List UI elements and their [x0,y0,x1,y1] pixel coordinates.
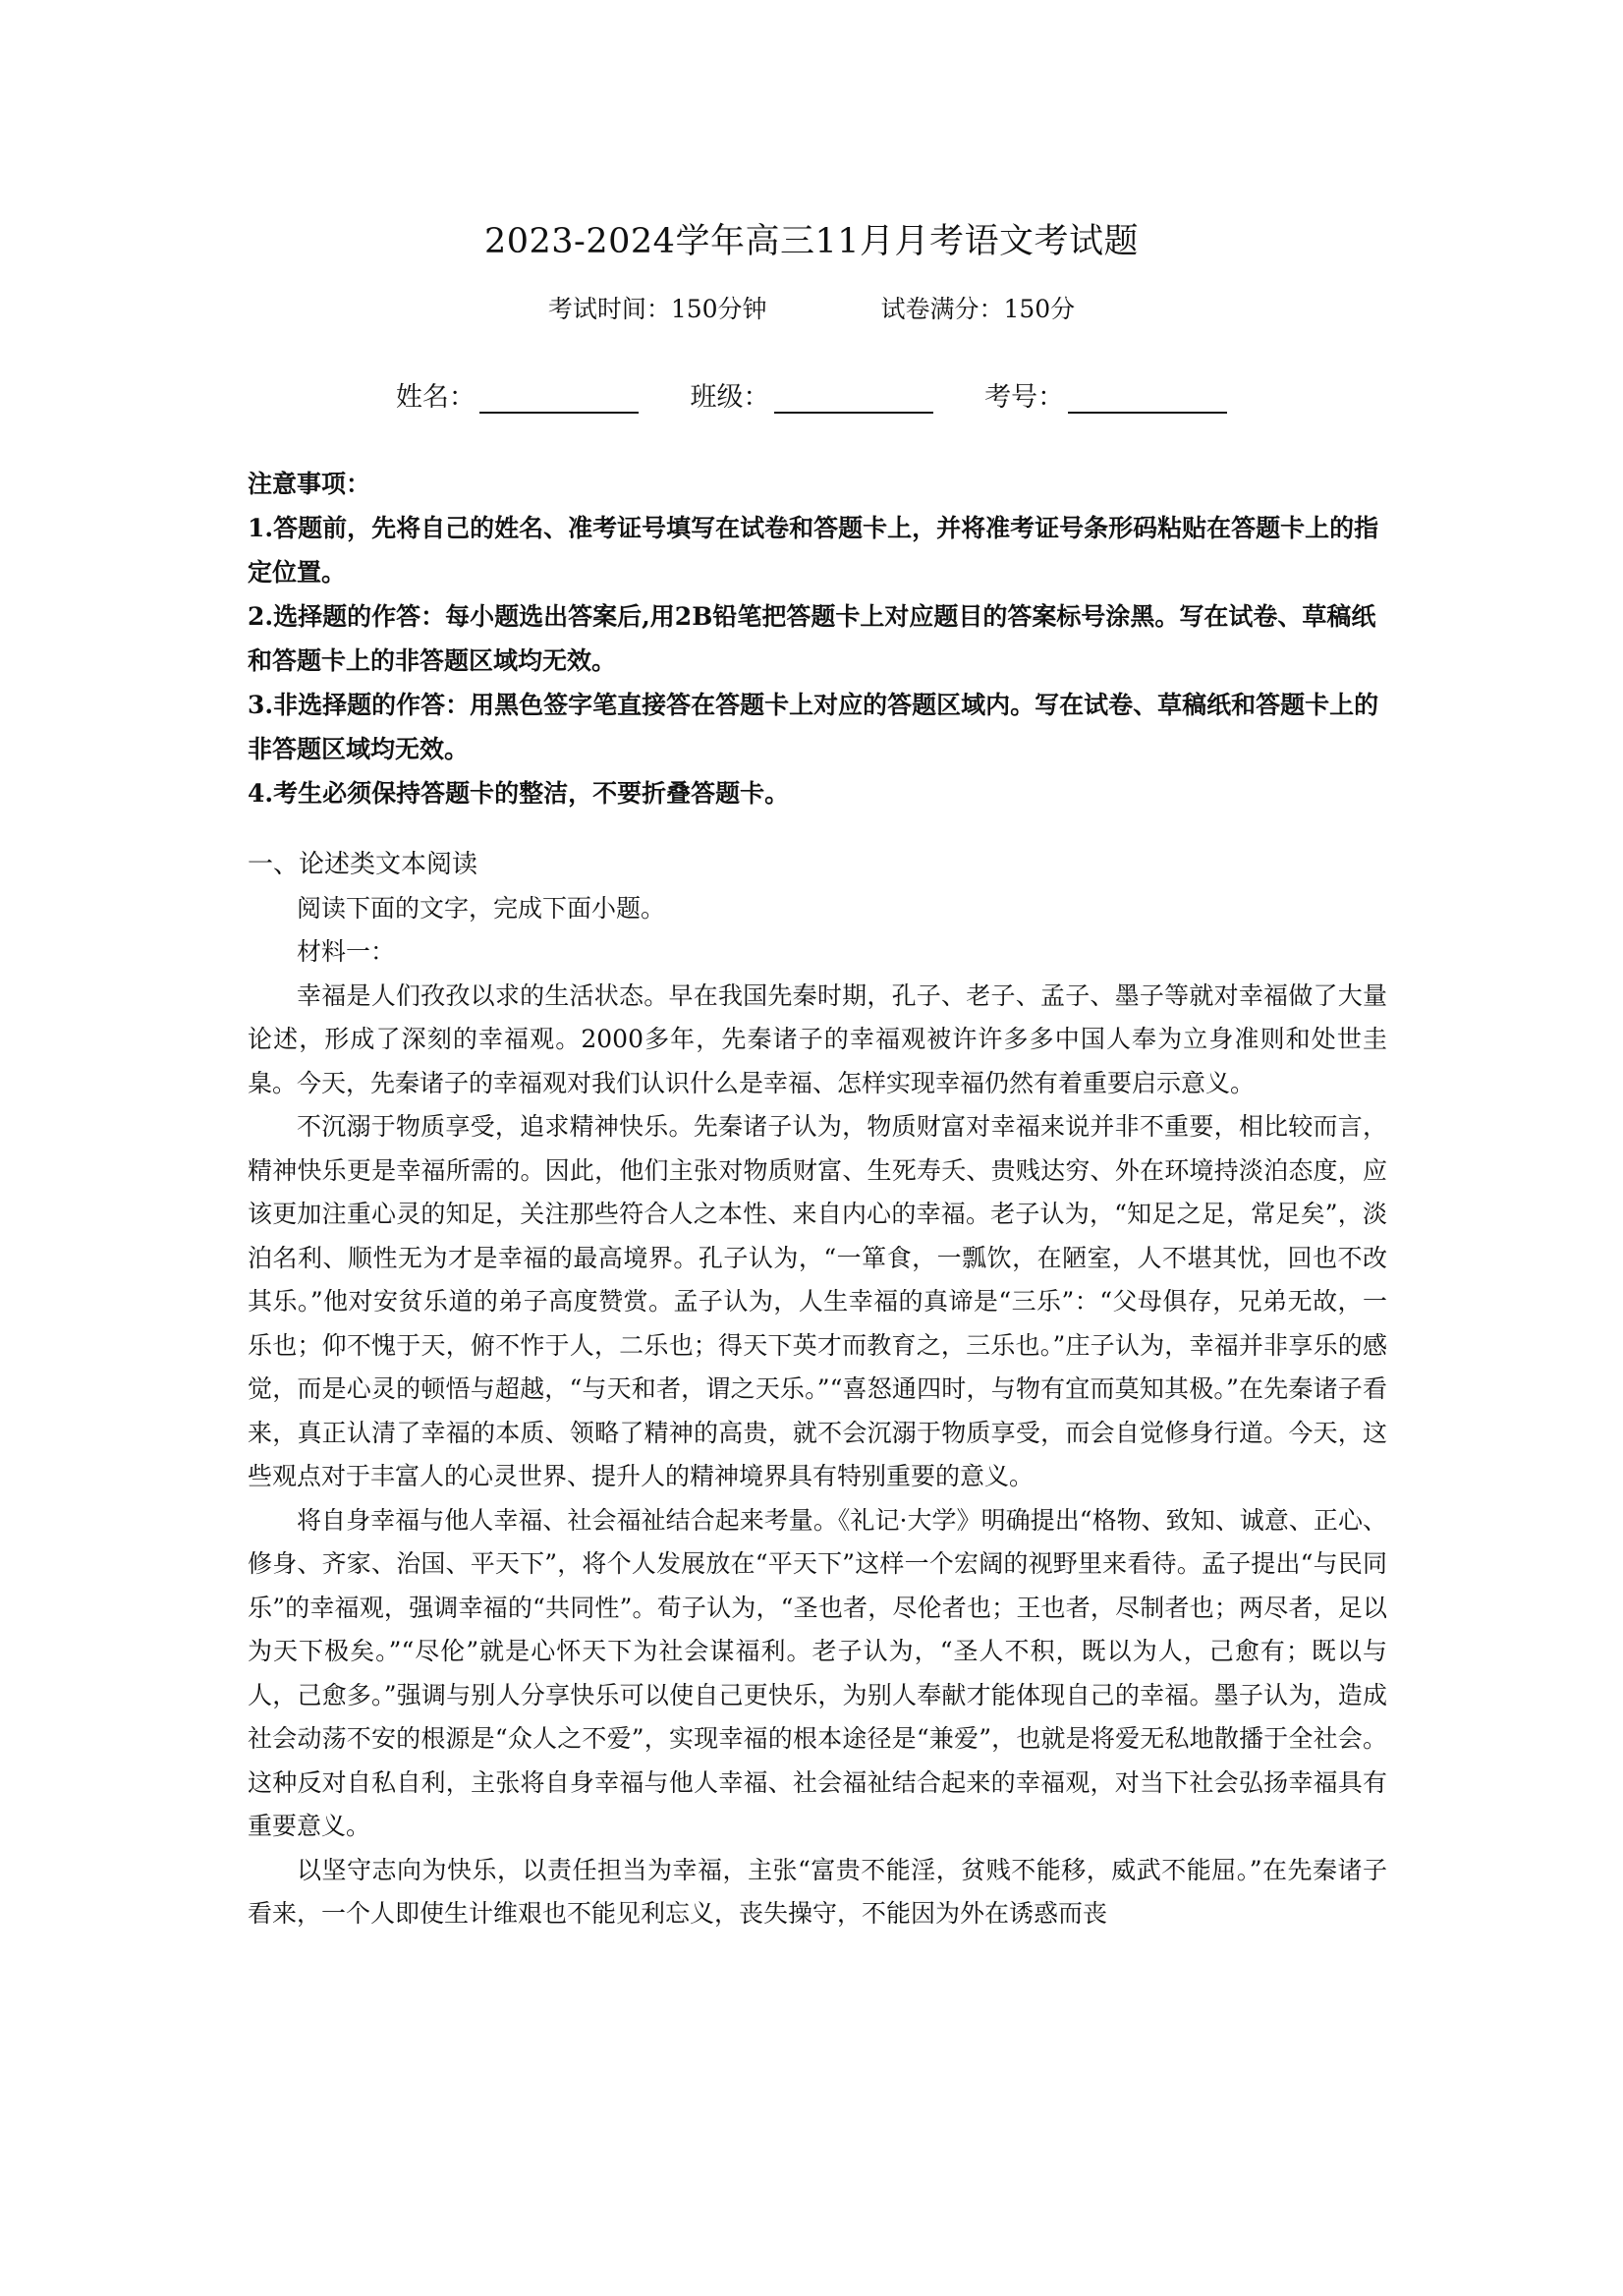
class-label: 班级： [690,382,770,413]
exam-time: 考试时间：150分钟 [547,295,767,323]
name-label: 姓名： [395,382,476,413]
notice-heading: 注意事项： [248,470,371,498]
name-blank[interactable] [479,384,639,414]
section-title: 一、论述类文本阅读 [248,850,478,879]
student-fields [0,375,1623,414]
notice-block [248,462,1387,815]
material-label: 材料一： [297,937,396,966]
notice-item: 2.选择题的作答：每小题选出答案后,用2B铅笔把答题卡上对应题目的答案标号涂黑。写在试卷、草稿纸和答题卡上的非答题区域均无效。 [248,602,1376,675]
paragraph: 幸福是人们孜孜以求的生活状态。早在我国先秦时期，孔子、老子、孟子、墨子等就对幸福做了大量论述，形成了深刻的幸福观。2000多年，先秦诸子的幸福观被许许多多中国人奉为立身准则和处世圭臬。今天，先秦诸子的幸福观对我们认识什么是幸福、怎样实现幸福仍然有着重要启示意义。 [248,980,1387,1097]
exam-title: 2023-2024学年高三11月月考语文考试题 [483,222,1139,261]
class-field [691,375,933,414]
notice-item: 1.答题前，先将自己的姓名、准考证号填写在试卷和答题卡上，并将准考证号条形码粘贴在答题卡上的指定位置。 [248,514,1379,587]
notice-item: 3.非选择题的作答：用黑色签字笔直接答在答题卡上对应的答题区域内。写在试卷、草稿纸和答题卡上的非答题区域均无效。 [248,691,1379,763]
number-field [984,375,1227,414]
exam-info [0,290,1623,325]
exam-full-score: 试卷满分：150分 [880,295,1076,323]
paragraph: 将自身幸福与他人幸福、社会福祉结合起来考量。《礼记·大学》明确提出“格物、致知、诚意、正心、修身、齐家、治国、平天下”，将个人发展放在“平天下”这样一个宏阔的视野里来看待。孟子提出“与民同乐”的幸福观，强调幸福的“共同性”。荀子认为，“圣也者，尽伦者也；王也者，尽制者也；两尽者，足以为天下极矣。”“尽伦”就是心怀天下为社会谋福利。老子认为，“圣人不积，既以为人，己愈有；既以与人，己愈多。”强调与别人分享快乐可以使自己更快乐，为别人奉献才能体现自己的幸福。墨子认为，造成社会动荡不安的根源是“众人之不爱”，实现幸福的根本途径是“兼爱”，也就是将爱无私地散播于全社会。这种反对自私自利，主张将自身幸福与他人幸福、社会福祉结合起来的幸福观，对当下社会弘扬幸福具有重要意义。 [248,1505,1387,1840]
paragraph: 不沉溺于物质享受，追求精神快乐。先秦诸子认为，物质财富对幸福来说并非不重要，相比较而言，精神快乐更是幸福所需的。因此，他们主张对物质财富、生死寿夭、贵贱达穷、外在环境持淡泊态度，应该更加注重心灵的知足，关注那些符合人之本性、来自内心的幸福。老子认为，“知足之足，常足矣”，淡泊名利、顺性无为才是幸福的最高境界。孔子认为，“一箪食，一瓢饮，在陋室，人不堪其忧，回也不改其乐。”他对安贫乐道的弟子高度赞赏。孟子认为，人生幸福的真谛是“三乐”：“父母俱存，兄弟无故，一乐也；仰不愧于天，俯不怍于人，二乐也；得天下英才而教育之，三乐也。”庄子认为，幸福并非享乐的感觉，而是心灵的顿悟与超越，“与天和者，谓之天乐。”“喜怒通四时，与物有宜而莫知其极。”在先秦诸子看来，真正认清了幸福的本质、领略了精神的高贵，就不会沉溺于物质享受，而会自觉修身行道。今天，这些观点对于丰富人的心灵世界、提升人的精神境界具有特别重要的意义。 [248,1112,1387,1490]
number-label: 考号： [984,382,1065,413]
section-reading [248,843,1387,1936]
class-blank[interactable] [774,384,933,414]
section-instruction: 阅读下面的文字，完成下面小题。 [297,893,666,923]
paragraph: 以坚守志向为快乐，以责任担当为幸福，主张“富贵不能淫，贫贱不能移，威武不能屈。”在先秦诸子看来，一个人即使生计维艰也不能见利忘义，丧失操守，不能因为外在诱惑而丧 [248,1855,1387,1928]
name-field [396,375,639,414]
notice-item: 4.考生必须保持答题卡的整洁，不要折叠答题卡。 [248,779,790,808]
number-blank[interactable] [1068,384,1227,414]
